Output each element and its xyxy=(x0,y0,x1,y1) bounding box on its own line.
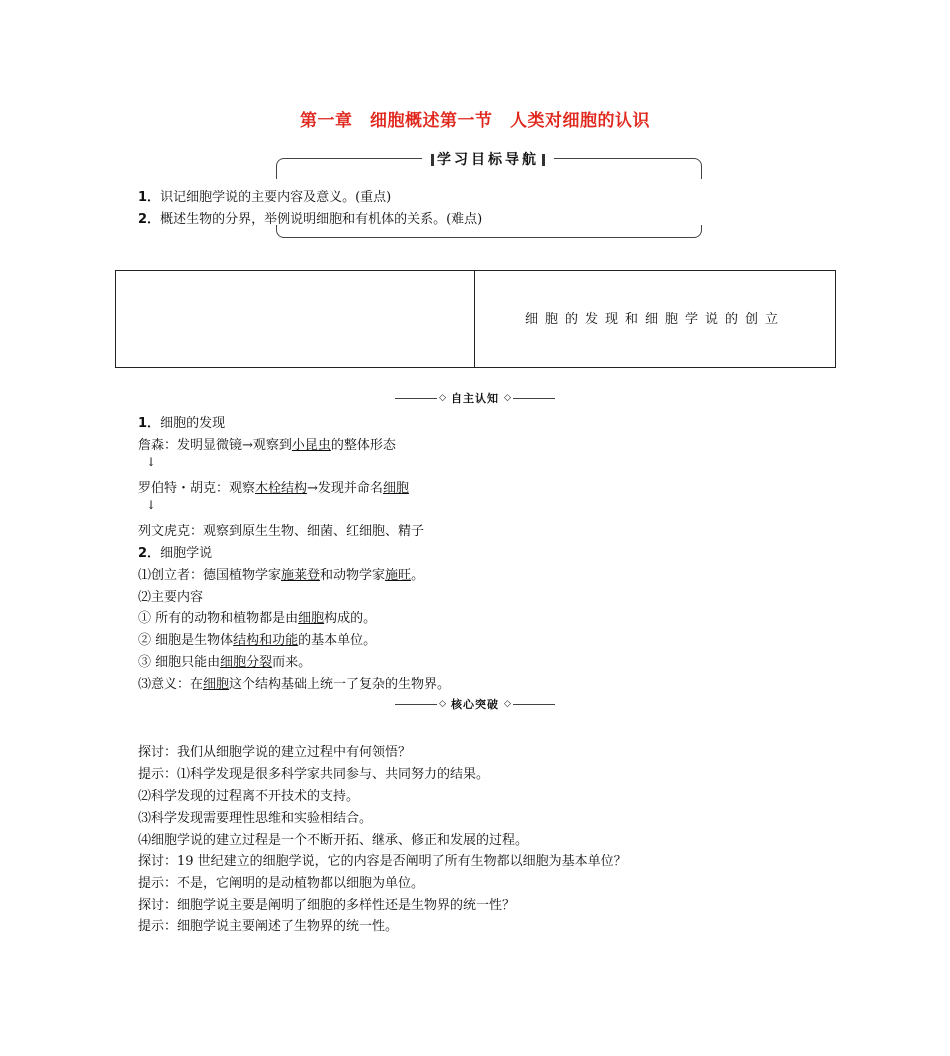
blank-answer: 小昆虫 xyxy=(291,438,331,453)
heading-bar-left xyxy=(431,154,434,166)
topic-table xyxy=(115,270,836,368)
heading-bar-right xyxy=(542,154,545,166)
blank-answer: 木栓结构 xyxy=(255,481,308,496)
goals-heading-text: 学习目标导航 xyxy=(437,152,539,168)
blank-answer: 细胞 xyxy=(382,481,409,496)
meaning-line: ⑶意义：在细胞这个结构基础上统一了复杂的生物界。 xyxy=(138,677,451,692)
content-title: ⑵主要内容 xyxy=(138,590,204,605)
hint-line: ⑶科学发现需要理性思维和实验相结合。 xyxy=(138,811,373,826)
down-arrow-icon: ↓ xyxy=(146,455,157,469)
founders-line: ⑴创立者：德国植物学家施莱登和动物学家施旺。 xyxy=(138,568,425,583)
hint-line: ⑵科学发现的过程离不开技术的支持。 xyxy=(138,789,360,804)
goals-heading xyxy=(422,149,554,169)
divider-line xyxy=(513,704,555,705)
hooke-line: 罗伯特・胡克：观察木栓结构→发现并命名细胞 xyxy=(138,481,409,496)
section-heading-text: 核心突破 xyxy=(451,698,499,711)
hint-line: 提示：⑴科学发现是很多科学家共同参与、共同努力的结果。 xyxy=(138,767,490,782)
blank-answer: 细胞 xyxy=(298,611,325,626)
diamond-icon: ◇ xyxy=(439,699,446,709)
theory-title: 2．细胞学说 xyxy=(138,546,213,561)
blank-answer: 施莱登 xyxy=(281,568,321,583)
goal-text: 概述生物的分界，举例说明细胞和有机体的关系。(难点) xyxy=(160,212,483,227)
table-cell-topic: 细胞的发现和细胞学说的创立 xyxy=(524,312,785,327)
diamond-icon: ◇ xyxy=(439,393,446,403)
diamond-icon: ◇ xyxy=(504,699,511,709)
down-arrow-icon: ↓ xyxy=(146,498,157,512)
divider-line xyxy=(395,704,437,705)
blank-answer: 结构和功能 xyxy=(233,633,299,648)
discussion-line: 探讨：19 世纪建立的细胞学说，它的内容是否阐明了所有生物都以细胞为基本单位？ xyxy=(138,854,627,869)
goal-number: 1 xyxy=(138,190,148,205)
page-title: 第一章 细胞概述第一节 人类对细胞的认识 xyxy=(300,111,650,131)
blank-answer: 细胞分裂 xyxy=(220,655,273,670)
discovery-title: 1．细胞的发现 xyxy=(138,416,226,431)
content-item-2: ② 细胞是生物体结构和功能的基本单位。 xyxy=(138,633,377,648)
content-item-3: ③ 细胞只能由细胞分裂而来。 xyxy=(138,655,312,670)
divider-line xyxy=(395,398,437,399)
discussion-line: 探讨：细胞学说主要是阐明了细胞的多样性还是生物界的统一性？ xyxy=(138,898,516,913)
janssen-line: 詹森：发明显微镜→观察到小昆虫的整体形态 xyxy=(138,438,396,453)
blank-answer: 细胞 xyxy=(203,677,230,692)
leeuwenhoek-line: 列文虎克：观察到原生生物、细菌、红细胞、精子 xyxy=(138,524,425,539)
goal-number: 2 xyxy=(138,212,148,227)
section-heading-core xyxy=(0,696,950,712)
goal-text: 识记细胞学说的主要内容及意义。(重点) xyxy=(160,190,392,205)
hint-line: ⑷细胞学说的建立过程是一个不断开拓、继承、修正和发展的过程。 xyxy=(138,833,529,848)
discussion-line: 探讨：我们从细胞学说的建立过程中有何领悟？ xyxy=(138,745,412,760)
goal-item: 1．识记细胞学说的主要内容及意义。(重点) xyxy=(138,190,392,205)
divider-line xyxy=(513,398,555,399)
diamond-icon: ◇ xyxy=(504,393,511,403)
hint-line: 提示：细胞学说主要阐述了生物界的统一性。 xyxy=(138,919,399,934)
blank-answer: 施旺 xyxy=(385,568,412,583)
table-cell-empty xyxy=(116,271,475,367)
section-heading-text: 自主认知 xyxy=(451,392,499,405)
goal-item: 2．概述生物的分界，举例说明细胞和有机体的关系。(难点) xyxy=(138,212,483,227)
section-heading-self-study xyxy=(0,390,950,406)
hint-line: 提示：不是，它阐明的是动植物都以细胞为单位。 xyxy=(138,876,425,891)
content-item-1: ① 所有的动物和植物都是由细胞构成的。 xyxy=(138,611,377,626)
